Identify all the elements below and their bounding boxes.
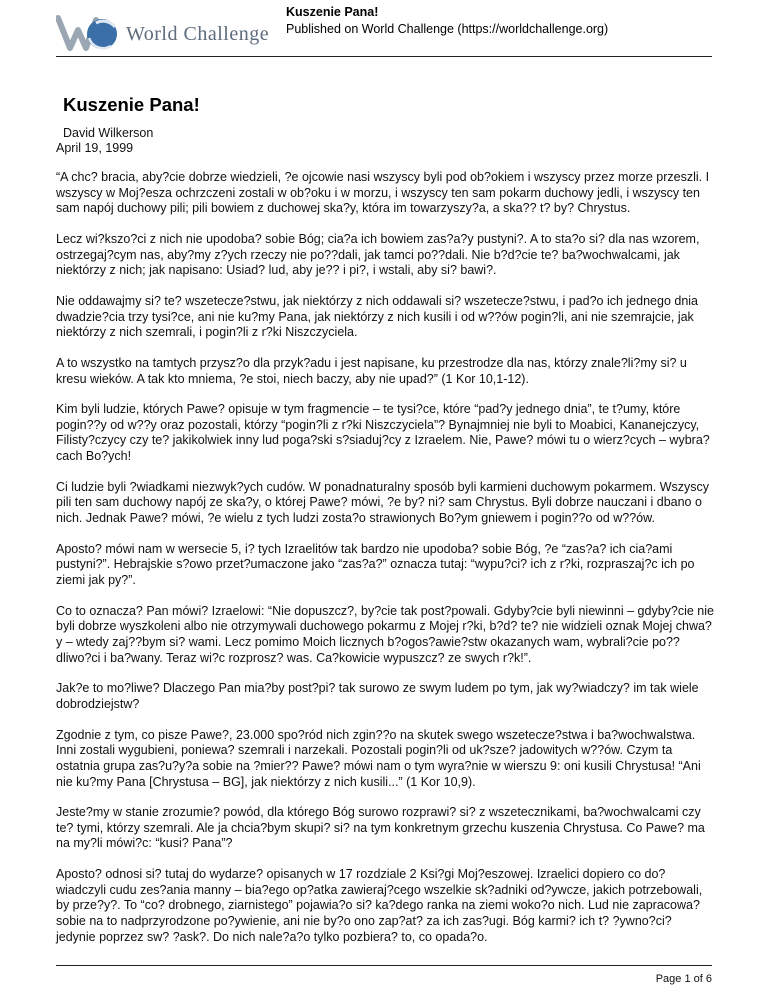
paragraph: “A chc? bracia, aby?cie dobrze wiedzieli, ?e ojcowie nasi wszyscy byli pod ob?okiem i wszyscy przez morze przeszli. I wszyscy w Moj?esza ochrzczeni zostali w ob?oku i w morzu, i wszyscy ten sam pokarm duchowy jedli, i wszyscy ten sam napój duchowy pili; pili bowiem z duchowej ska?y, która im towarzyszy?a, a ska?? t? by? Chrystus. xyxy=(56,170,710,216)
paragraph: Aposto? mówi nam w wersecie 5, i? tych Izraelitów tak bardzo nie upodoba? sobie Bóg, ?e “zas?a? ich cia?ami pustyni?”. Hebrajskie s?owo przet?umaczone jako “zas?a?” oznacza tutaj: “wypu?ci? ich z r?ki, rozpraszaj?c ich po ziemi jak py?”. xyxy=(56,541,695,587)
world-challenge-logo[interactable] xyxy=(56,14,296,54)
header-published-on: Published on World Challenge (https://worldchallenge.org) xyxy=(286,22,609,36)
publish-date: April 19, 1999 xyxy=(56,141,134,155)
paragraph: Aposto? odnosi si? tutaj do wydarze? opisanych w 17 rozdziale 2 Ksi?gi Moj?eszowej. Izraelici dopiero co do?wiadczyli cudu zes?ania manny – bia?ego op?atka zawieraj?cego wszelkie sk?adniki od?ywcze, jakich potrzebowali, by prze?y?. To “co? drobnego, ziarnistego” pojawia?o si? ka?dego ranka na ziemi woko?o nich. Lud nie zapracowa? sobie na to nadprzyrodzone po?ywienie, ani nie by?o ono zap?at? za ich zas?ugi. Bóg karmi? ich t? ?ywno?ci? jedynie poprzez sw? ?ask?. Do nich nale?a?o tylko pozbiera? to, co opada?o. xyxy=(56,867,703,944)
logo-text: World Challenge xyxy=(126,23,270,45)
paragraph: Kim byli ludzie, których Pawe? opisuje w tym fragmencie – te tysi?ce, które “pad?y jednego dnia”, te t?umy, które pogin??y od w??y oraz pozostali, którzy “pogin?li z r?ki Niszczyciela”? Bynajmniej nie byli to Moabici, Kananejczycy, Filisty?czycy czy te? jakikolwiek inny lud poga?ski s?siaduj?cy z Izraelem. Nie, Pawe? mówi tu o wierz?cych – wybra?cach Bo?ych! xyxy=(56,402,710,464)
header-divider xyxy=(56,56,712,57)
author: David Wilkerson xyxy=(63,126,154,140)
paragraph: Nie oddawajmy si? te? wszetecze?stwu, jak niektórzy z nich oddawali si? wszetecze?stwu, i pad?o ich jednego dnia dwadzie?cia trzy tysi?ce, ani nie ku?my Pana, jak niektórzy z nich kusili i od w??ów pogin?li, ani nie szemrajcie, jak niektórzy z nich szemrali, i pogin?li z r?ki Niszczyciela. xyxy=(56,293,699,340)
page-title: Kuszenie Pana! xyxy=(63,94,200,115)
paragraph: Lecz wi?kszo?ci z nich nie upodoba? sobie Bóg; cia?a ich bowiem zas?a?y pustyni?. A to sta?o si? dla nas wzorem, ostrzegaj?cym nas, aby?my z?ych rzeczy nie po??dali, jak tamci po??dali. Nie b?d?cie te? ba?wochwalcami, jak niektórzy z nich; jak napisano: Usiad? lud, aby je?? i pi?, i wstali, aby si? bawi?. xyxy=(56,231,700,278)
paragraph: A to wszystko na tamtych przysz?o dla przyk?adu i jest napisane, ku przestrodze dla nas, którzy znale?li?my si? u kresu wieków. A tak kto mniema, ?e stoi, niech baczy, aby nie upad?” (1 Kor 10,1-12). xyxy=(56,355,687,386)
logo-mark-icon xyxy=(56,14,122,52)
paragraph: Jeste?my w stanie zrozumie? powód, dla którego Bóg surowo rozprawi? si? z wszetecznikami, ba?wochwalcami czy te? tymi, którzy szemrali. Ale ja chcia?bym skupi? si? na tym konkretnym grzechu kuszenia Chrystusa. Co Pawe? ma na my?li mówi?c: “kusi? Pana”? xyxy=(56,805,705,851)
header-title: Kuszenie Pana! xyxy=(286,5,379,19)
page-number: Page 1 of 6 xyxy=(655,973,712,985)
paragraph: Jak?e to mo?liwe? Dlaczego Pan mia?by post?pi? tak surowo ze swym ludem po tym, jak wy?wiadczy? im tak wiele dobrodziejstw? xyxy=(56,681,699,711)
footer-divider xyxy=(56,965,712,966)
article-body xyxy=(56,170,714,960)
article-meta xyxy=(56,126,153,156)
paragraph: Co to oznacza? Pan mówi? Izraelowi: “Nie dopuszcz?, by?cie tak post?powali. Gdyby?cie byli niewinni – gdyby?cie nie byli dobrze wyszkoleni albo nie otrzymywali duchowego pokarmu z Mojej r?ki, b?d? te? nie widzieli oznak Mojej chwa?y – wtedy zaj??bym si? wami. Lecz pomimo Moich licznych b?ogos?awie?stw okazanych wam, wybrali?cie po??dliwo?ci i ba?wany. Teraz wi?c rozprosz? was. Ca?kowicie wypuszcz? ze swych r?k!”. xyxy=(56,603,714,665)
paragraph: Zgodnie z tym, co pisze Pawe?, 23.000 spo?ród nich zgin??o na skutek swego wszetecze?stwa i ba?wochwalstwa. Inni zostali wygubieni, poniewa? szemrali i narzekali. Pozostali pogin?li od uk?sze? jadowitych w??ów. Czym ta ostatnia grupa zas?u?y?a sobie na ?mier?? Pawe? mówi nam o tym wyra?nie w wierszu 9: oni kusili Chrystusa! “Ani nie ku?my Pana [Chrystusa – BG], jak niektórzy z nich kusili...” (1 Kor 10,9). xyxy=(56,727,701,789)
paragraph: Ci ludzie byli ?wiadkami niezwyk?ych cudów. W ponadnaturalny sposób byli karmieni duchowym pokarmem. Wszyscy pili ten sam duchowy napój ze ska?y, o której Pawe? mówi, ?e by? ni? sam Chrystus. Byli dobrze nauczani i dbano o nich. Jednak Pawe? mówi, ?e wielu z tych ludzi zosta?o strawionych Bo?ym gniewem i pogin??o od w??ów. xyxy=(56,479,710,526)
page-header xyxy=(0,0,768,58)
